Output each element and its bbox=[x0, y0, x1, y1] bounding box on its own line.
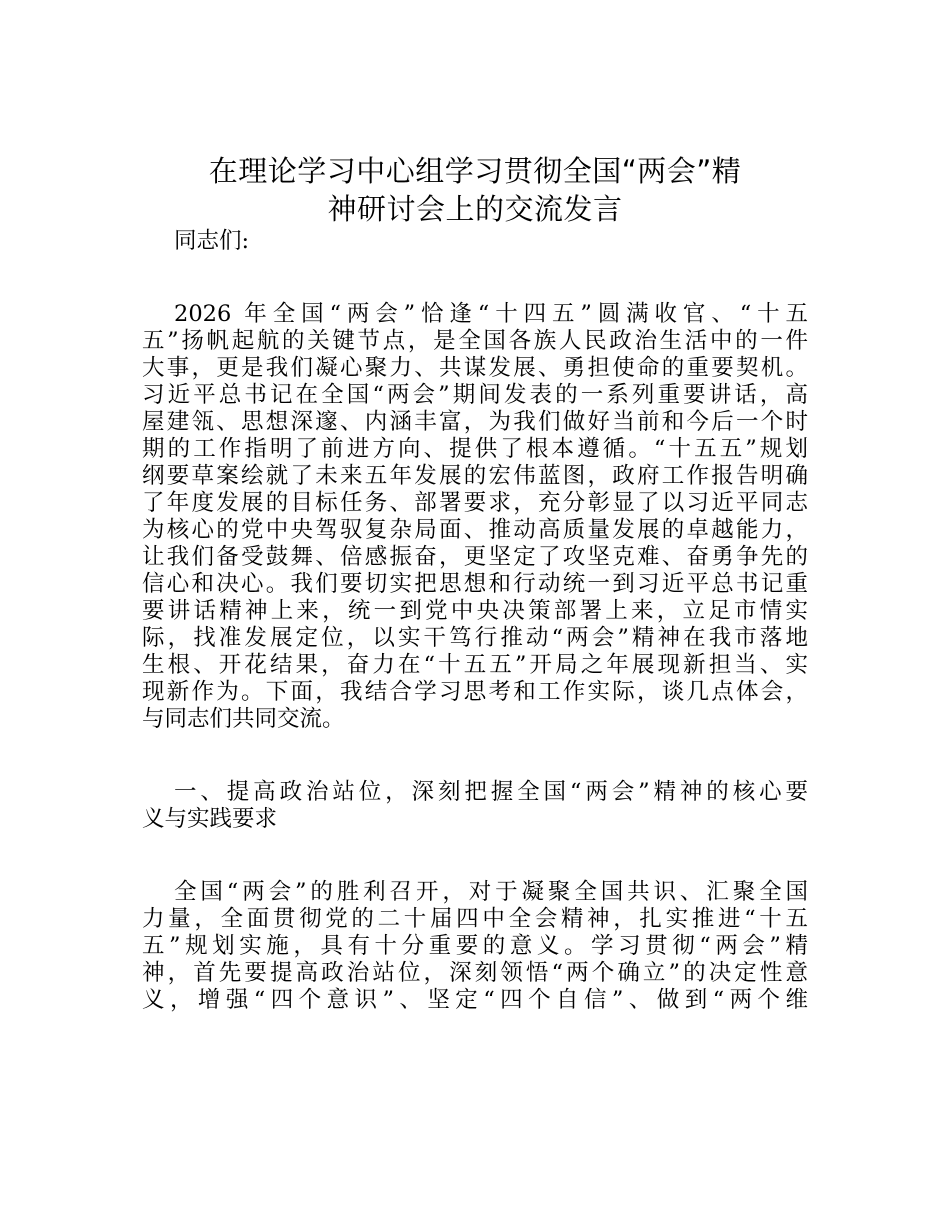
paragraph-line: 全国“两会”的胜利召开，对于凝聚全国共识、汇聚全国 bbox=[174, 879, 808, 905]
paragraph-line: 生根、开花结果，奋力在“十五五”开局之年展现新担当、实 bbox=[142, 652, 808, 678]
paragraph-line: 五”规划实施，具有十分重要的意义。学习贯彻“两会”精 bbox=[142, 933, 808, 959]
paragraph-line: 神，首先要提高政治站位，深刻领悟“两个确立”的决定性意 bbox=[142, 960, 808, 986]
paragraph-line: 了年度发展的目标任务、部署要求，充分彰显了以习近平同志 bbox=[142, 490, 808, 516]
section-heading-line: 一、提高政治站位，深刻把握全国“两会”精神的核心要 bbox=[174, 779, 808, 805]
paragraph-line: 屋建瓴、思想深邃、内涵丰富，为我们做好当前和今后一个时 bbox=[142, 409, 808, 435]
paragraph-line: 纲要草案绘就了未来五年发展的宏伟蓝图，政府工作报告明确 bbox=[142, 463, 808, 489]
paragraph-line: 与同志们共同交流。 bbox=[142, 706, 345, 732]
paragraph-line: 义，增强“四个意识”、坚定“四个自信”、做到“两个维 bbox=[142, 987, 808, 1013]
paragraph-line: 力量，全面贯彻党的二十届四中全会精神，扎实推进“十五 bbox=[142, 906, 808, 932]
paragraph-line: 大事，更是我们凝心聚力、共谋发展、勇担使命的重要契机。 bbox=[142, 355, 808, 381]
paragraph-line: 2026 年全国“两会”恰逢“十四五”圆满收官、“十五 bbox=[174, 301, 808, 327]
title-line-2: 神研讨会上的交流发言 bbox=[327, 192, 623, 226]
salutation: 同志们: bbox=[174, 228, 250, 254]
paragraph-line: 信心和决心。我们要切实把思想和行动统一到习近平总书记重 bbox=[142, 571, 808, 597]
paragraph-line: 习近平总书记在全国“两会”期间发表的一系列重要讲话，高 bbox=[142, 382, 808, 408]
paragraph-line: 现新作为。下面，我结合学习思考和工作实际，谈几点体会， bbox=[142, 679, 808, 705]
paragraph-line: 际，找准发展定位，以实干笃行推动“两会”精神在我市落地 bbox=[142, 625, 808, 651]
paragraph-line: 为核心的党中央驾驭复杂局面、推动高质量发展的卓越能力， bbox=[142, 517, 808, 543]
paragraph-line: 让我们备受鼓舞、倍感振奋，更坚定了攻坚克难、奋勇争先的 bbox=[142, 544, 808, 570]
section-heading-line: 义与实践要求 bbox=[142, 806, 278, 832]
document-title bbox=[142, 152, 808, 228]
paragraph-line: 五”扬帆起航的关键节点，是全国各族人民政治生活中的一件 bbox=[142, 328, 808, 354]
paragraph-line: 期的工作指明了前进方向、提供了根本遵循。“十五五”规划 bbox=[142, 436, 808, 462]
paragraph-line: 要讲话精神上来，统一到党中央决策部署上来，立足市情实 bbox=[142, 598, 808, 624]
title-line-1: 在理论学习中心组学习贯彻全国“两会”精 bbox=[208, 154, 742, 188]
